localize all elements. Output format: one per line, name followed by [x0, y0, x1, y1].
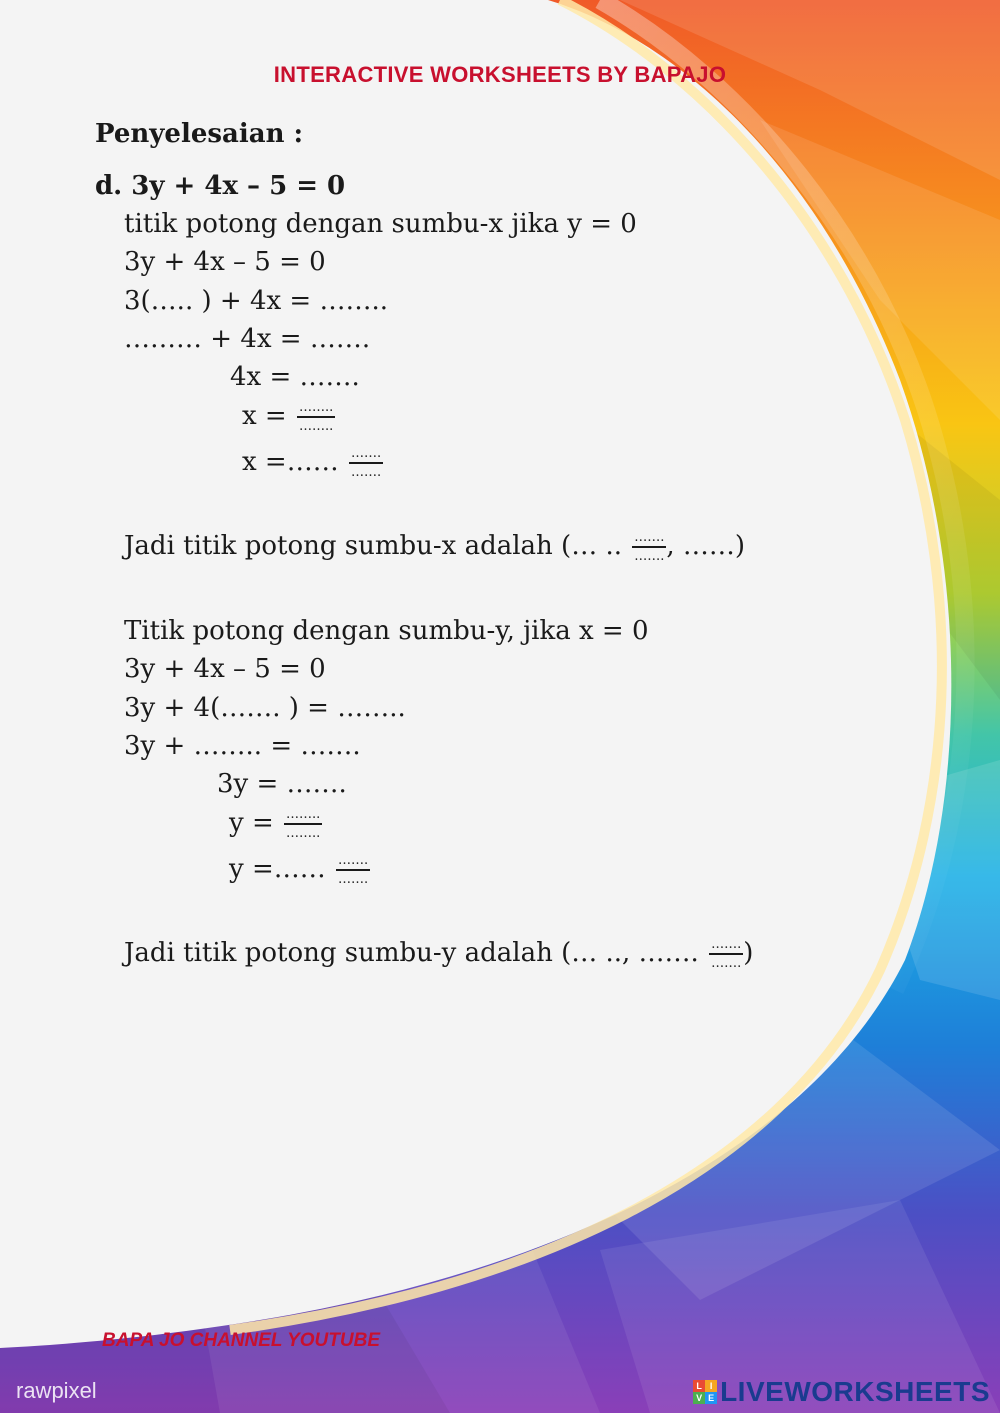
fraction-numerator[interactable]: ……..	[284, 808, 322, 825]
y-conclusion-text[interactable]: Jadi titik potong sumbu-y adalah (… .., …….	[124, 938, 699, 968]
y-step-5-fraction[interactable]	[336, 854, 370, 886]
logo-letter: L	[693, 1380, 705, 1392]
x-conclusion	[124, 530, 745, 563]
fraction-numerator[interactable]: ……..	[297, 401, 335, 418]
liveworksheets-wordmark: LIVEWORKSHEETS	[720, 1376, 990, 1407]
x-step-5-lhs[interactable]: x =……	[242, 447, 339, 477]
y-step-4	[229, 807, 322, 840]
y-conclusion-fraction[interactable]	[709, 938, 743, 970]
y-step-4-lhs: y =	[229, 808, 274, 838]
liveworksheets-logo-icon	[693, 1380, 717, 1404]
x-conclusion-fraction[interactable]	[632, 531, 666, 563]
fraction-numerator[interactable]: …….	[349, 447, 383, 464]
x-step-4	[242, 400, 335, 433]
problem-equation: d. 3y + 4x – 5 = 0	[95, 171, 346, 201]
fraction-denominator[interactable]: ……..	[298, 419, 334, 434]
x-step-4-lhs: x =	[242, 401, 287, 431]
x-step-5-fraction[interactable]	[349, 447, 383, 479]
y-step-5	[229, 853, 370, 886]
x-equation: 3y + 4x – 5 = 0	[124, 247, 326, 277]
fraction-denominator[interactable]: …….	[711, 956, 742, 971]
x-conclusion-end[interactable]: , ……)	[666, 531, 746, 561]
x-intercept-intro: titik potong dengan sumbu-x jika y = 0	[124, 209, 637, 239]
solution-heading: Penyelesaian :	[95, 119, 304, 149]
logo-letter: V	[693, 1392, 705, 1404]
fraction-denominator[interactable]: …….	[338, 872, 369, 887]
y-conclusion	[124, 937, 753, 970]
channel-credit: BAPA JO CHANNEL YOUTUBE	[102, 1330, 380, 1351]
fraction-denominator[interactable]: …….	[634, 549, 665, 564]
rawpixel-watermark: rawpixel	[16, 1378, 97, 1403]
x-step-2[interactable]: ……… + 4x = …….	[124, 324, 371, 354]
worksheet-title: INTERACTIVE WORKSHEETS BY BAPAJO	[273, 62, 727, 87]
y-step-1[interactable]: 3y + 4(……. ) = ……..	[124, 693, 406, 723]
x-step-5	[242, 446, 383, 479]
y-step-2[interactable]: 3y + …….. = …….	[124, 731, 361, 761]
x-step-1[interactable]: 3(….. ) + 4x = ……..	[124, 286, 388, 316]
y-intercept-intro: Titik potong dengan sumbu-y, jika x = 0	[124, 616, 649, 646]
fraction-denominator[interactable]: …….	[350, 465, 382, 480]
fraction-numerator[interactable]: …….	[632, 531, 666, 548]
y-step-3[interactable]: 3y = …….	[217, 769, 347, 799]
y-conclusion-end: )	[743, 938, 754, 968]
x-step-4-fraction[interactable]	[297, 401, 335, 433]
fraction-numerator[interactable]: …….	[709, 938, 743, 955]
x-conclusion-text[interactable]: Jadi titik potong sumbu-x adalah (… ..	[124, 531, 622, 561]
y-step-4-fraction[interactable]	[284, 808, 322, 840]
y-step-5-lhs[interactable]: y =……	[229, 854, 326, 884]
logo-letter: E	[705, 1392, 717, 1404]
x-step-3[interactable]: 4x = …….	[230, 362, 360, 392]
liveworksheets-brand[interactable]	[693, 1376, 990, 1408]
fraction-denominator[interactable]: ……..	[286, 826, 321, 841]
y-equation: 3y + 4x – 5 = 0	[124, 654, 326, 684]
fraction-numerator[interactable]: …….	[336, 854, 370, 871]
logo-letter: I	[705, 1380, 717, 1392]
